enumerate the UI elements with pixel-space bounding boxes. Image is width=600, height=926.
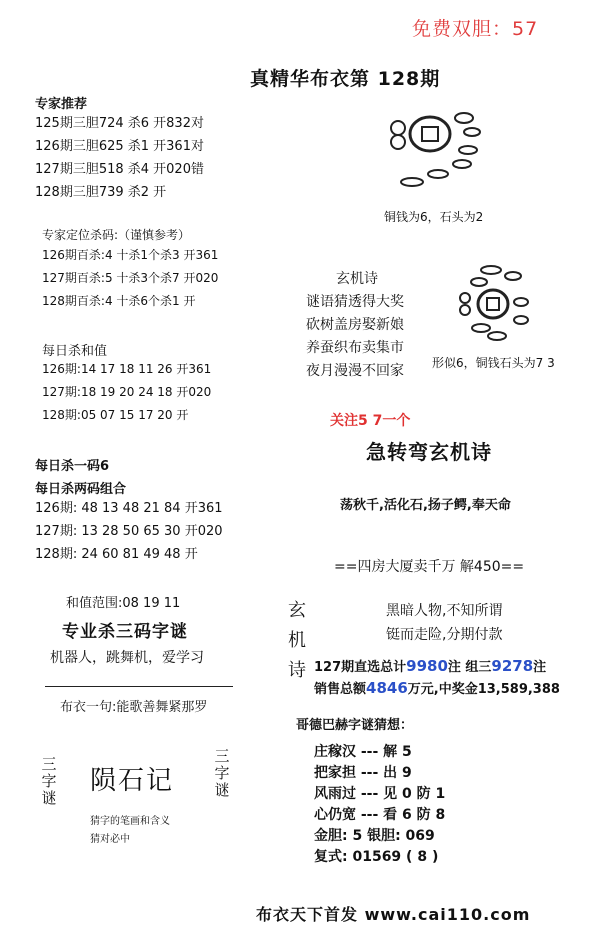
sales-row-1-prefix: 127期直选总计 bbox=[314, 660, 407, 675]
expert-heading: 专家推荐 bbox=[35, 97, 88, 112]
daily-sum-row: 126期:14 17 18 11 26 开361 bbox=[42, 362, 212, 376]
mystic-poem-line: 养蚕织布卖集市 bbox=[306, 340, 404, 356]
xuanji-char: 玄 bbox=[288, 600, 306, 621]
riddle-side-label-left: 三字谜 bbox=[41, 755, 57, 807]
sales-total: 4846 bbox=[366, 679, 408, 697]
group-three-total: 9278 bbox=[491, 657, 534, 675]
daily-sum-row: 127期:18 19 20 24 18 开020 bbox=[42, 385, 212, 399]
goldbach-heading: 哥德巴赫字谜猜想： bbox=[296, 718, 414, 733]
goldbach-row: 复式: 01569 ( 8 ) bbox=[314, 849, 439, 865]
expert-list bbox=[35, 112, 204, 204]
sales-row-2 bbox=[314, 678, 560, 697]
mystic-poem-line: 砍树盖房娶新娘 bbox=[306, 317, 404, 333]
footer-source: 布衣天下首发 www.cai110.com bbox=[256, 905, 531, 924]
daily-sum-list bbox=[42, 358, 211, 427]
kill-three-title: 专业杀三码字谜 bbox=[62, 622, 188, 642]
picture-2-caption: 形似6，铜钱石头为7 3 bbox=[432, 356, 555, 370]
goldbach-row: 庄稼汉 --- 解 5 bbox=[314, 744, 412, 760]
goldbach-list bbox=[314, 742, 445, 868]
daily-two-heading: 每日杀两码组合 bbox=[35, 482, 127, 497]
xuanji-vertical bbox=[288, 596, 306, 686]
free-double-label: 免费双胆：57 bbox=[412, 18, 539, 40]
goldbach-row: 把家担 --- 出 9 bbox=[314, 765, 412, 781]
xuanji-line-1: 黑暗人物,不知所谓 bbox=[386, 603, 503, 619]
direct-select-total: 9980 bbox=[406, 657, 448, 675]
expert-row: 127期三胆518 杀4 开020错 bbox=[35, 162, 204, 177]
expert-row: 126期三胆625 杀1 开361对 bbox=[35, 139, 204, 154]
sales-row-1 bbox=[314, 656, 546, 675]
mystic-poem-lines bbox=[306, 291, 404, 383]
divider bbox=[45, 686, 233, 687]
daily-sum-heading: 每日杀和值 bbox=[42, 344, 108, 359]
expert-row: 128期三胆739 杀2 开 bbox=[35, 185, 167, 200]
house-line: ==四房大厦卖千万 解450== bbox=[334, 559, 525, 575]
picture-1-caption: 铜钱为6，石头为2 bbox=[384, 210, 484, 224]
riddle-hint-1: 猜字的笔画和含义 bbox=[90, 816, 170, 827]
brain-teaser-line: 荡秋千,活化石,扬子鳄,奉天命 bbox=[340, 498, 511, 513]
coin-stone-picture-1 bbox=[380, 102, 492, 198]
position-kill-list bbox=[42, 244, 218, 313]
daily-two-row: 127期: 13 28 50 65 30 开020 bbox=[35, 524, 223, 539]
sales-row-1-mid: 注 组三 bbox=[447, 660, 492, 675]
mystic-poem-line: 夜月漫漫不回家 bbox=[306, 363, 404, 379]
riddle-hint-2: 猜对必中 bbox=[90, 834, 130, 845]
kill-three-text: 机器人，跳舞机，爱学习 bbox=[50, 650, 204, 666]
expert-row: 125期三胆724 杀6 开832对 bbox=[35, 116, 204, 131]
focus-label: 关注5 7一个 bbox=[330, 413, 411, 429]
sales-row-2-suffix: 万元,中奖金13,589,388 bbox=[407, 682, 560, 697]
daily-one-heading: 每日杀一码6 bbox=[35, 459, 110, 474]
xuanji-char: 机 bbox=[288, 630, 306, 651]
sales-row-1-suffix: 注 bbox=[533, 660, 547, 675]
brain-teaser-title: 急转弯玄机诗 bbox=[366, 440, 492, 464]
position-kill-heading: 专家定位杀码:（谨慎参考） bbox=[42, 228, 191, 242]
daily-sum-row: 128期:05 07 15 17 20 开 bbox=[42, 408, 189, 422]
sales-row-2-prefix: 销售总额 bbox=[314, 682, 367, 697]
daily-two-list bbox=[35, 497, 223, 566]
riddle-side-label-right: 三字谜 bbox=[214, 747, 230, 799]
xuanji-line-2: 铤而走险,分期付款 bbox=[386, 627, 503, 643]
daily-two-row: 126期: 48 13 48 21 84 开361 bbox=[35, 501, 223, 516]
position-kill-row: 128期百杀:4 十杀6个杀1 开 bbox=[42, 294, 196, 308]
xuanji-char: 诗 bbox=[288, 660, 306, 681]
mystic-poem-title: 玄机诗 bbox=[336, 271, 378, 287]
riddle-main: 陨石记 bbox=[90, 766, 175, 796]
mystic-poem-line: 谜语猜透得大奖 bbox=[306, 294, 404, 310]
position-kill-row: 126期百杀:4 十杀1个杀3 开361 bbox=[42, 248, 219, 262]
sum-range: 和值范围:08 19 11 bbox=[66, 596, 181, 611]
goldbach-row: 金胆: 5 银胆: 069 bbox=[314, 828, 435, 844]
goldbach-row: 风雨过 --- 见 0 防 1 bbox=[314, 786, 446, 802]
page-title: 真精华布衣第 128期 bbox=[250, 68, 441, 90]
goldbach-row: 心仍宽 --- 看 6 防 8 bbox=[314, 807, 446, 823]
coin-stone-picture-2 bbox=[455, 262, 535, 350]
position-kill-row: 127期百杀:5 十杀3个杀7 开020 bbox=[42, 271, 219, 285]
buyi-sentence: 布衣一句:能歌善舞紧那罗 bbox=[60, 700, 208, 715]
daily-two-row: 128期: 24 60 81 49 48 开 bbox=[35, 547, 198, 562]
